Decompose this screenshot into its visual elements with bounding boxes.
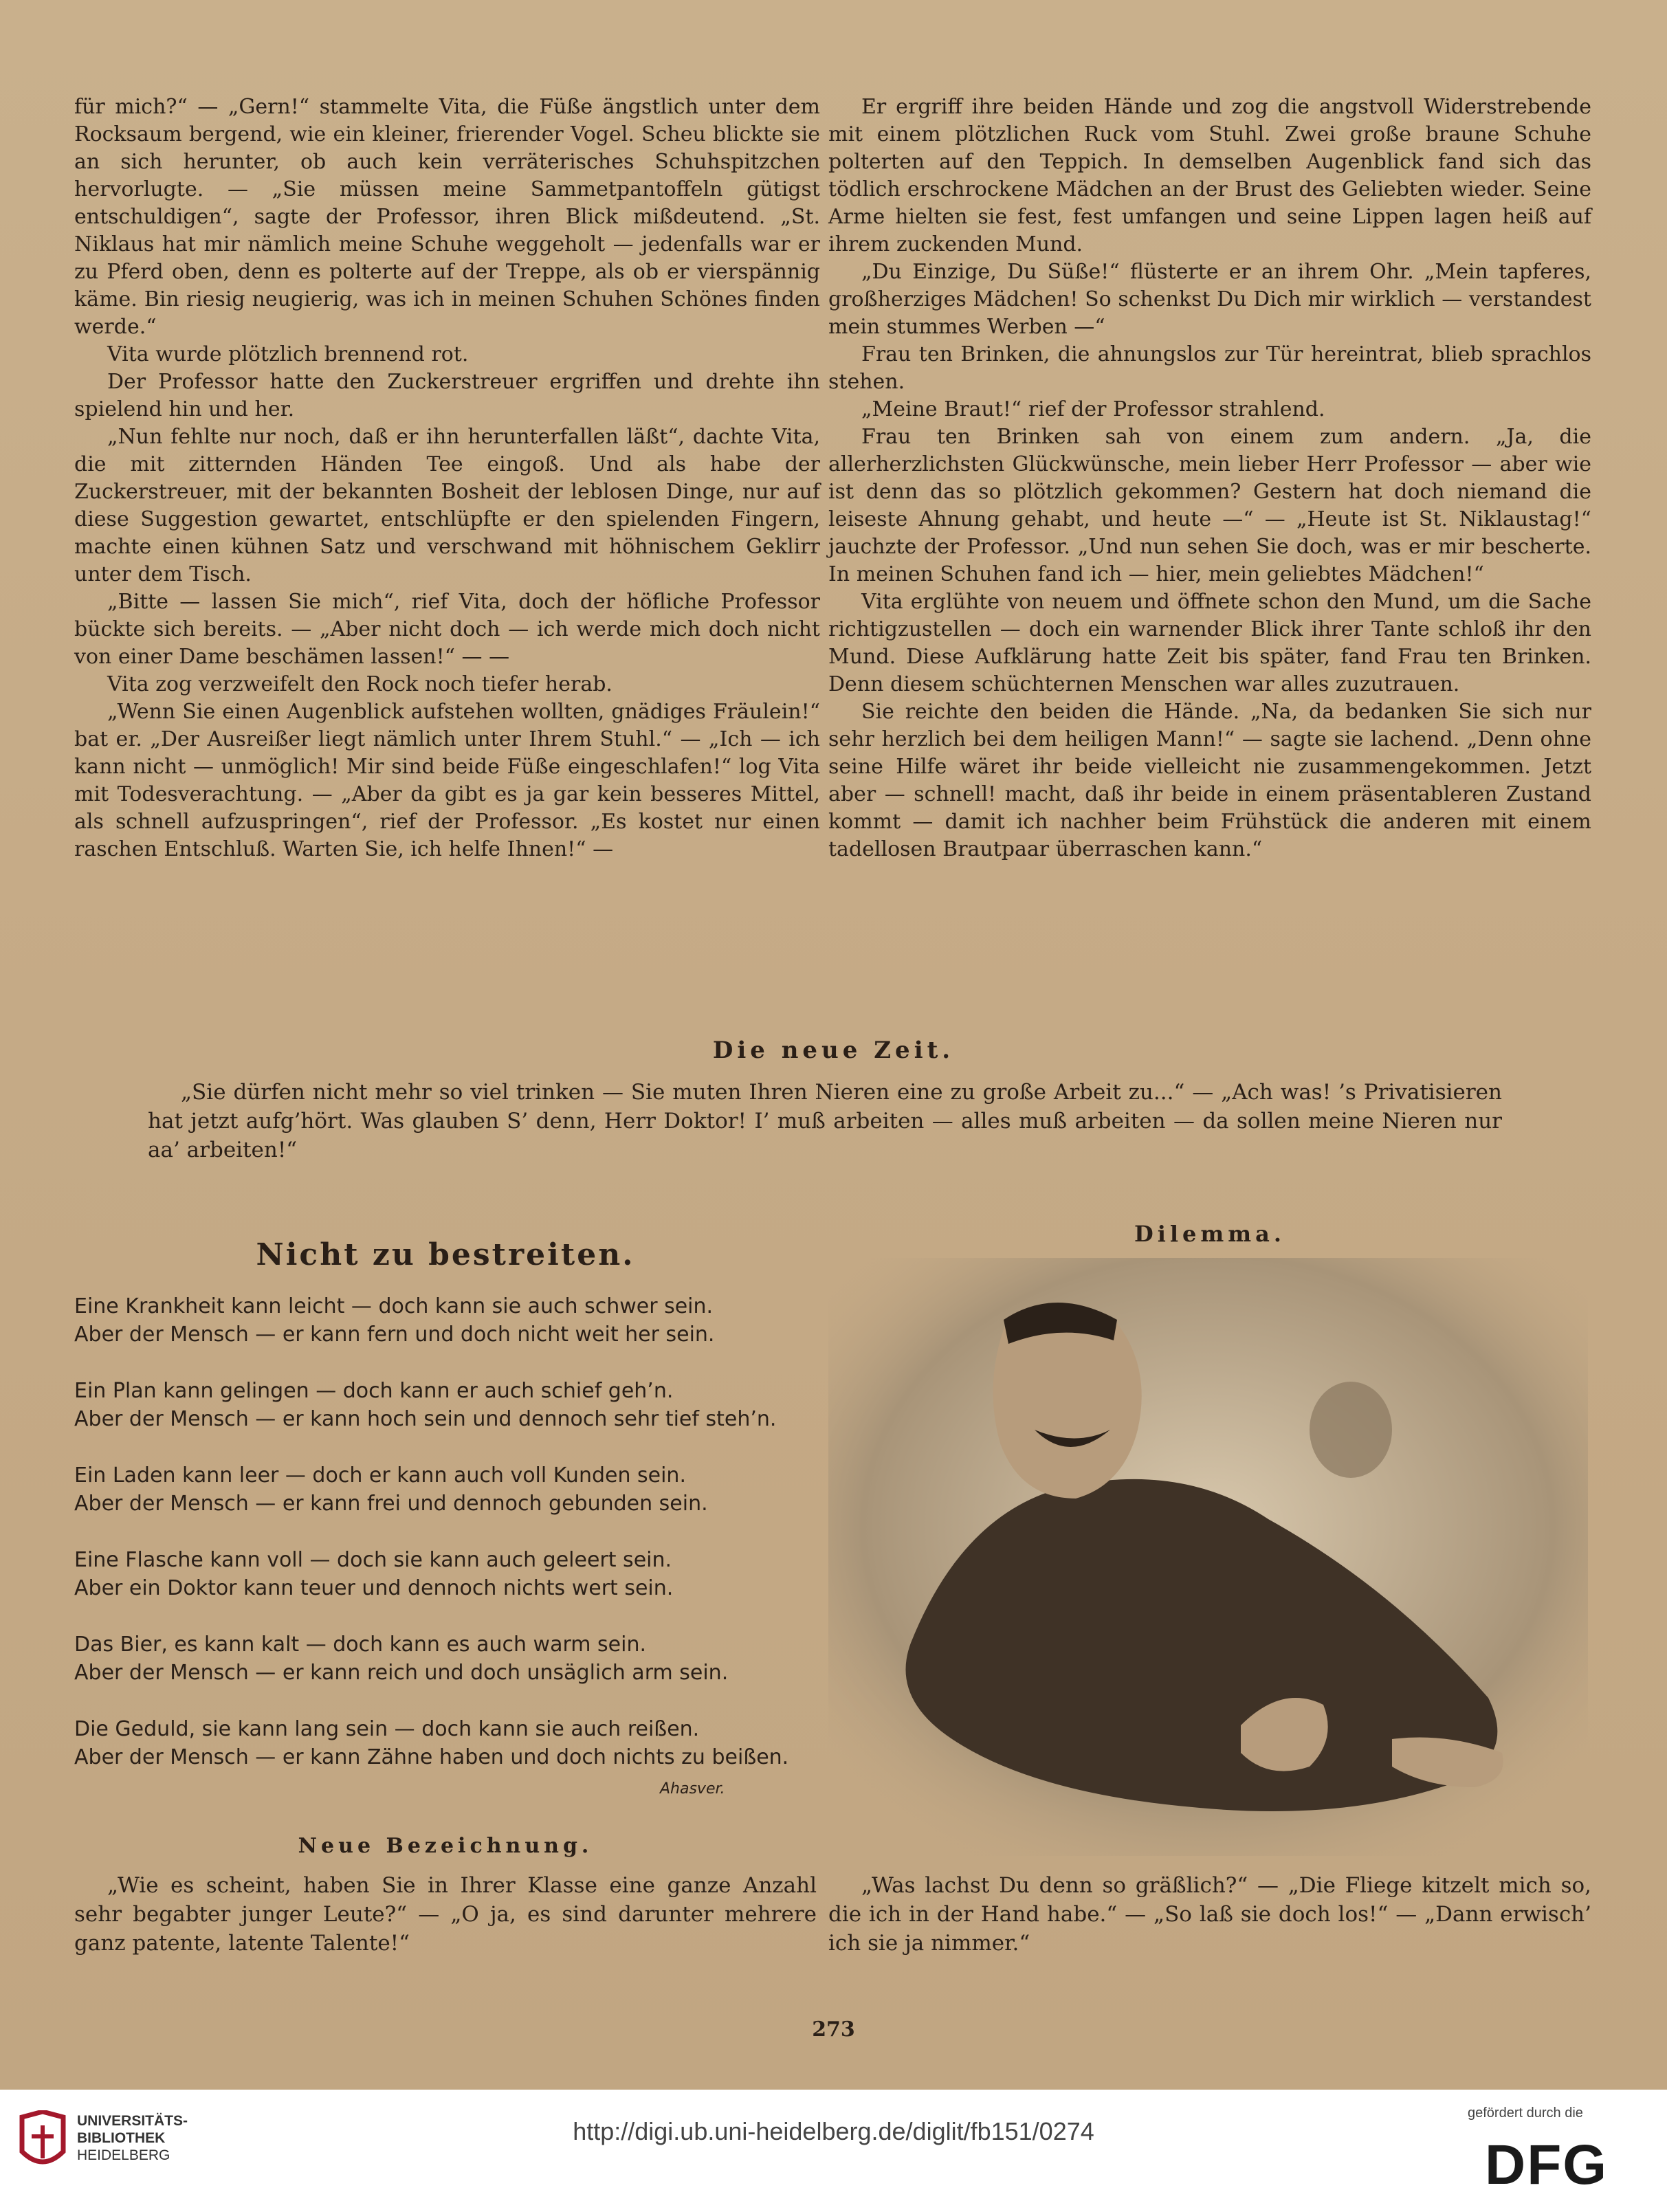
funding-credit: gefördert durch die: [1468, 2105, 1583, 2121]
section-text-bezeichnung: [74, 1871, 817, 1958]
paragraph: „Was lachst Du denn so gräßlich?“ — „Die Fliege kitzelt mich so, die ich in der Hand habe.“ — „So laß sie doch los!“ — „Dann erwisch’ ich sie ja nimmer.“: [828, 1873, 1591, 1956]
section-title-dilemma: Dilemma.: [1134, 1221, 1285, 1247]
paragraph: „Wie es scheint, haben Sie in Ihrer Klasse eine ganze Anzahl sehr begabter junger Leute?“ — „O ja, es sind darunter mehrere ganz patente, latente Talente!“: [74, 1873, 817, 1956]
paragraph: „Sie dürfen nicht mehr so viel trinken — Sie muten Ihren Nieren eine zu große Arbeit zu...“ — „Ach was! ’s Privatisieren hat jetzt aufg’hört. Was glauben S’ denn, Herr Doktor! I’ muß arbeiten — alles muß arbeiten — da sollen meine Nieren nur aa’ arbeiten!“: [148, 1080, 1502, 1162]
university-name-line: HEIDELBERG: [77, 2147, 170, 2163]
poem-line: Aber der Mensch — er kann Zähne haben und doch nichts zu beißen.: [74, 1745, 789, 1769]
story-left-column: [74, 93, 820, 863]
paragraph: Sie reichte den beiden die Hände. „Na, da bedanken Sie sich nur sehr herzlich bei dem heiligen Mann!“ — sagte sie lachend. „Denn ohne seine Hilfe wäret ihr beide vielleicht nie zusammengekommen. Jetzt aber — schnell! macht, daß ihr beide in einem präsentableren Zustand kommt — damit ich nachher beim Frühstück die anderen mit einem tadellosen Brautpaar überraschen kann.“: [828, 700, 1591, 861]
poem-stanza: [74, 1546, 817, 1602]
paragraph: Vita zog verzweifelt den Rock noch tiefer herab.: [107, 672, 612, 696]
page-number: 273: [812, 2017, 855, 2042]
poem-stanza: [74, 1377, 817, 1433]
dilemma-illustration: [828, 1258, 1588, 1856]
university-name-line: BIBLIOTHEK: [77, 2130, 166, 2146]
paragraph: Der Professor hatte den Zuckerstreuer ergriffen und drehte ihn spielend hin und her.: [74, 370, 820, 421]
poem-line: Ein Plan kann gelingen — doch kann er auch schief geh’n.: [74, 1379, 674, 1403]
poem-stanza: [74, 1715, 817, 1771]
poem-line: Die Geduld, sie kann lang sein — doch kann sie auch reißen.: [74, 1717, 700, 1741]
source-url-link[interactable]: http://digi.ub.uni-heidelberg.de/diglit/fb151/0274: [573, 2117, 1094, 2145]
poem-stanza: [74, 1630, 817, 1687]
poem-line: Aber ein Doktor kann teuer und dennoch nichts wert sein.: [74, 1576, 674, 1600]
poem: [74, 1292, 817, 1800]
poem-line: Aber der Mensch — er kann frei und dennoch gebunden sein.: [74, 1492, 708, 1516]
poem-stanza: [74, 1461, 817, 1518]
poem-line: Aber der Mensch — er kann reich und doch unsäglich arm sein.: [74, 1661, 729, 1685]
paragraph: „Nun fehlte nur noch, daß er ihn herunterfallen läßt“, dachte Vita, die mit zitternden Händen Tee eingoß. Und als habe der Zuckerstreuer, mit der bekannten Bosheit der leblosen Dinge, nur auf diese Suggestion gewartet, entschlüpfte er den spielenden Fingern, machte einen kühnen Satz und verschwand mit höhnischem Geklirr unter dem Tisch.: [74, 425, 820, 586]
poem-author: Ahasver.: [660, 1780, 725, 1798]
section-title-bezeichnung: Neue Bezeichnung.: [298, 1834, 593, 1858]
paragraph: Vita erglühte von neuem und öffnete schon den Mund, um die Sache richtigzustellen — doch ein warnender Blick ihrer Tante schloß ihr den Mund. Diese Aufklärung hatte Zeit bis später, fand Frau ten Brinken. Denn diesem schüchternen Menschen war alles zuzutrauen.: [828, 590, 1591, 696]
paragraph: „Bitte — lassen Sie mich“, rief Vita, doch der höfliche Professor bückte sich bereits. — „Aber nicht doch — ich werde mich doch nicht von einer Dame beschämen lassen!“ — —: [74, 590, 820, 669]
section-text-dilemma: [828, 1871, 1591, 1958]
paragraph: Er ergriff ihre beiden Hände und zog die angstvoll Widerstrebende mit einem plötzlichen Ruck vom Stuhl. Zwei große braune Schuhe polterten auf den Teppich. In demselben Augenblick fand sich das tödlich erschrockene Mädchen an der Brust des Geliebten wieder. Seine Arme hielten sie fest, fest umfangen und seine Lippen lagen heiß auf ihrem zuckenden Mund.: [828, 95, 1591, 256]
poem-line: Eine Flasche kann voll — doch sie kann auch geleert sein.: [74, 1548, 672, 1572]
dfg-logo: DFG: [1485, 2134, 1609, 2196]
poem-line: Ein Laden kann leer — doch er kann auch voll Kunden sein.: [74, 1463, 686, 1487]
poem-title: Nicht zu bestreiten.: [256, 1237, 635, 1272]
paragraph: „Wenn Sie einen Augenblick aufstehen wollten, gnädiges Fräulein!“ bat er. „Der Ausreißer liegt nämlich unter Ihrem Stuhl.“ — „Ich — ich kann nicht — unmöglich! Mir sind beide Füße eingeschlafen!“ log Vita mit Todesverachtung. — „Aber da gibt es ja gar kein besseres Mittel, als schnell aufzuspringen“, rief der Professor. „Es kostet nur einen raschen Entschluß. Warten Sie, ich helfe Ihnen!“ —: [74, 700, 820, 861]
paragraph: „Meine Braut!“ rief der Professor strahlend.: [861, 397, 1325, 421]
poem-line: Das Bier, es kann kalt — doch kann es auch warm sein.: [74, 1633, 647, 1657]
university-name-line: UNIVERSITÄTS-: [77, 2113, 188, 2129]
poem-line: Eine Krankheit kann leicht — doch kann sie auch schwer sein.: [74, 1294, 714, 1318]
paragraph: Frau ten Brinken sah von einem zum andern. „Ja, die allerherzlichsten Glückwünsche, mein lieber Herr Professor — aber wie ist denn das so plötzlich gekommen? Gestern hat doch niemand die leiseste Ahnung gehabt, und heute —“ — „Heute ist St. Niklaustag!“ jauchzte der Professor. „Und nun sehen Sie doch, was er mir bescherte. In meinen Schuhen fand ich — hier, mein geliebtes Mädchen!“: [828, 425, 1591, 586]
paragraph: Frau ten Brinken, die ahnungslos zur Tür hereintrat, blieb sprachlos stehen.: [828, 342, 1591, 394]
paragraph: „Du Einzige, Du Süße!“ flüsterte er an ihrem Ohr. „Mein tapferes, großherziges Mädchen! So schenkst Du Dich mir wirklich — verstandest mein stummes Werben —“: [828, 260, 1591, 339]
poem-line: Aber der Mensch — er kann fern und doch nicht weit her sein.: [74, 1323, 715, 1347]
section-title-neue-zeit: Die neue Zeit.: [712, 1037, 955, 1064]
footer-bar: [0, 2090, 1667, 2212]
section-text-neue-zeit: [148, 1078, 1502, 1164]
paragraph: für mich?“ — „Gern!“ stammelte Vita, die Füße ängstlich unter dem Rocksaum bergend, wie ein kleiner, frierender Vogel. Scheu blickte sie an sich herunter, ob auch kein verräterisches Schuhspitzchen hervorlugte. — „Sie müssen meine Sammetpantoffeln gütigst entschuldigen“, sagte der Professor, ihren Blick mißdeutend. „St. Niklaus hat mir nämlich meine Schuhe weggeholt — jedenfalls war er zu Pferd oben, denn es polterte auf der Treppe, als ob er vierspännig käme. Bin riesig neugierig, was ich in meinen Schuhen Schönes finden werde.“: [74, 95, 820, 339]
poem-line: Aber der Mensch — er kann hoch sein und dennoch sehr tief steh’n.: [74, 1407, 777, 1431]
story-right-column: [828, 93, 1591, 863]
paragraph: Vita wurde plötzlich brennend rot.: [107, 342, 469, 366]
poem-stanza: [74, 1292, 817, 1349]
